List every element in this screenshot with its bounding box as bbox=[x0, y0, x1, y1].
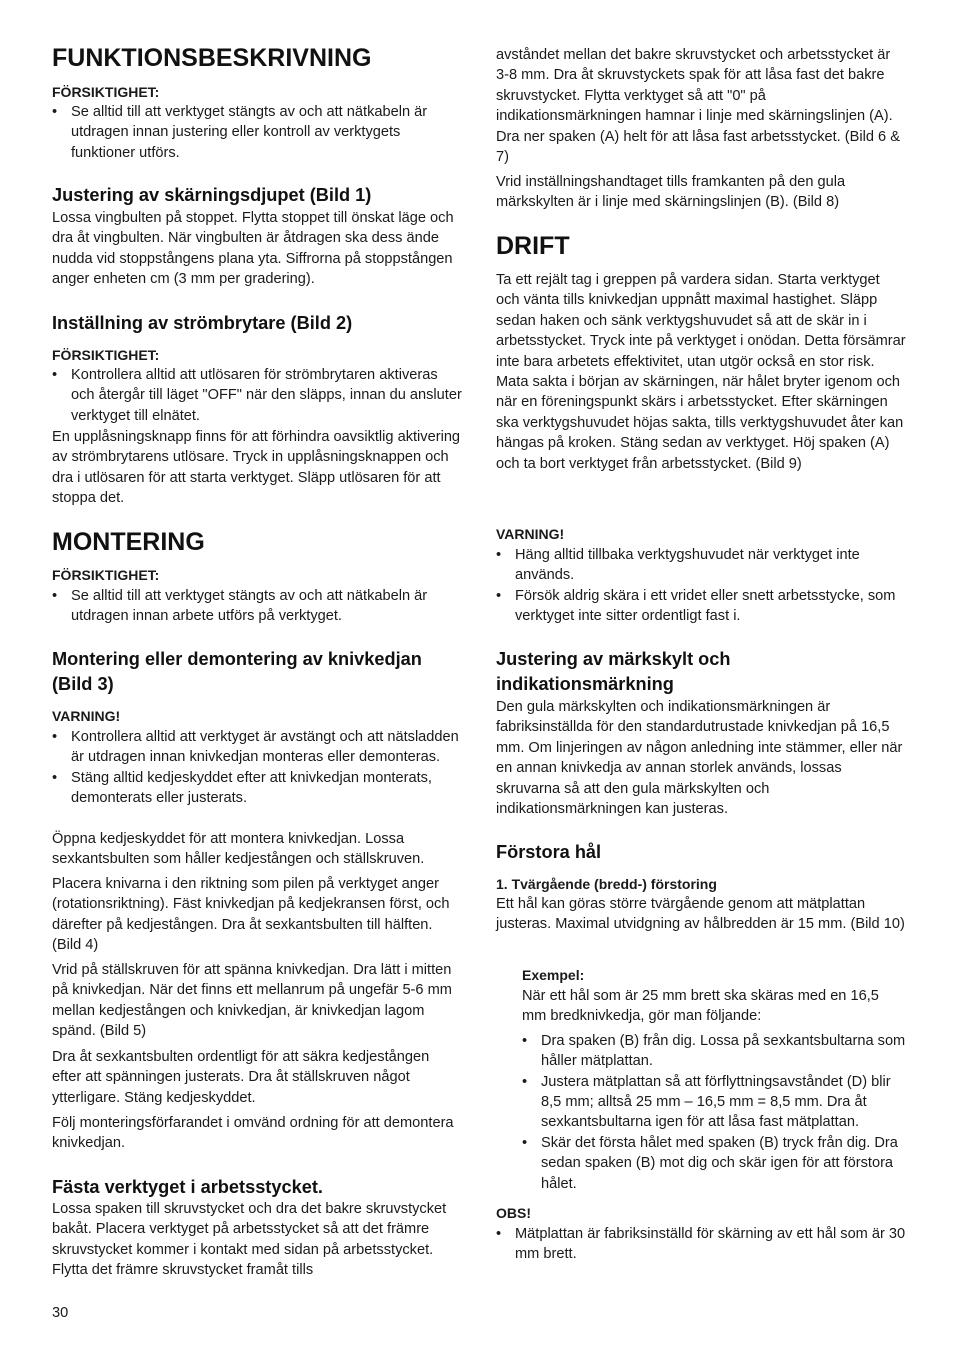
obs-label: OBS! bbox=[496, 1205, 531, 1221]
section-heading-funktionsbeskrivning: FUNKTIONSBESKRIVNING bbox=[52, 44, 372, 72]
caution-list bbox=[52, 102, 462, 163]
subheading-marker: Justering av märkskylt och indikationsmärkning bbox=[496, 649, 731, 694]
obs-list bbox=[496, 1224, 906, 1265]
subheading-fasten: Fästa verktyget i arbetsstycket. bbox=[52, 1177, 323, 1197]
warning-label: VARNING! bbox=[52, 708, 121, 724]
caution-label: FÖRSIKTIGHET: bbox=[52, 567, 160, 583]
warning-list bbox=[52, 727, 462, 809]
list-item: • Justera mätplattan så att förflyttningsavståndet (D) blir 8,5 mm; alltså 25 mm – 16,5 mm = 8,5 mm. Dra åt sexkantsbultarna igen för att låsa fast mätplattan. bbox=[522, 1072, 906, 1133]
subheading-depth: Justering av skärningsdjupet (Bild 1) bbox=[52, 185, 372, 205]
fasten-text: Lossa spaken till skruvstycket och dra det bakre skruvstycket bakåt. Placera verktyget på arbetsstycket så att det främre skruvstycket kommer i kontakt med sidan på arbetsstycket. Flytta det främre skruvstycket framåt tills bbox=[52, 1201, 447, 1279]
caution-list bbox=[52, 365, 462, 426]
caution-list bbox=[52, 586, 462, 627]
section-heading-drift: DRIFT bbox=[496, 232, 570, 260]
depth-text: Lossa vingbulten på stoppet. Flytta stoppet till önskat läge och dra åt vingbulten. När vingbulten är åtdragen ska dess ände nudda vid stoppstångens plana yta. Siffrorna på stoppstången anger enheten cm (3 mm per gradering). bbox=[52, 210, 454, 288]
chain-paragraph-4: Dra åt sexkantsbulten ordentligt för att säkra kedjestången efter att spänningen justerats. Dra åt ställskruven något ytterligare. Stäng kedjeskyddet. bbox=[52, 1049, 430, 1106]
list-item: • Dra spaken (B) från dig. Lossa på sexkantsbultarna som håller mätplattan. bbox=[522, 1031, 906, 1072]
chain-paragraph-1: Öppna kedjeskyddet för att montera knivkedjan. Lossa sexkantsbulten som håller kedjestången och ställskruven. bbox=[52, 831, 425, 868]
list-item: • Kontrollera alltid att utlösaren för strömbrytaren aktiveras och återgår till läget "OFF" när den släpps, innan du ansluter verktyget till elnätet. bbox=[52, 365, 462, 426]
chain-paragraph-3: Vrid på ställskruven för att spänna knivkedjan. Dra lätt i mitten på knivkedjan. När det finns ett mellanrum på ungefär 5-6 mm mellan kedjestången och knivkedjan, är knivkedjan lagom spänd. (Bild 5) bbox=[52, 962, 452, 1040]
marker-text: Den gula märkskylten och indikationsmärkningen är fabriksinställda för den standardutrustade knivkedjan på 16,5 mm. Om linjeringen av någon anledning inte stämmer, eller när en annan knivkedja av annan storlek används, lossas skruvarna så att den gula märkskylten och indikationsmärkningen kan justeras. bbox=[496, 699, 903, 818]
chain-paragraph-2: Placera knivarna i den riktning som pilen på verktyget anger (rotationsriktning). Fäst knivkedjan på kedjekransen först, och därefter på kedjestången. Dra åt sexkantsbulten till hälften. (Bild 4) bbox=[52, 876, 450, 954]
fasten-paragraph-2: Vrid inställningshandtaget tills framkanten på den gula märkskylten är i linje med skärningslinjen (B). (Bild 8) bbox=[496, 174, 846, 211]
chain-paragraph-5: Följ monteringsförfarandet i omvänd ordning för att demontera knivkedjan. bbox=[52, 1115, 454, 1152]
list-item: • Stäng alltid kedjeskyddet efter att knivkedjan monterats, demonterats eller justerats. bbox=[52, 768, 462, 809]
list-item: • Häng alltid tillbaka verktygshuvudet när verktyget inte används. bbox=[496, 545, 906, 586]
caution-label: FÖRSIKTIGHET: bbox=[52, 347, 160, 363]
switch-text: En upplåsningsknapp finns för att förhindra oavsiktlig aktivering av strömbrytarens utlösare. Tryck in upplåsningsknappen och dra i utlösaren för att starta verktyget. Släpp utlösaren för att stoppa det. bbox=[52, 429, 461, 507]
enlarge-text: Ett hål kan göras större tvärgående genom att mätplattan justeras. Maximal utvidgning av hålbredden är 15 mm. (Bild 10) bbox=[496, 896, 905, 933]
list-item: • Skär det första hålet med spaken (B) tryck från dig. Dra sedan spaken (B) mot dig och skär igen för att förstora hålet. bbox=[522, 1133, 906, 1194]
subheading-switch: Inställning av strömbrytare (Bild 2) bbox=[52, 313, 353, 333]
list-item: • Försök aldrig skära i ett vridet eller snett arbetsstycke, som verktyget inte sitter ordentligt fast i. bbox=[496, 586, 906, 627]
page-number: 30 bbox=[52, 1305, 69, 1321]
example-block bbox=[522, 965, 906, 1194]
example-list bbox=[522, 1031, 906, 1194]
list-item: • Se alltid till att verktyget stängts av och att nätkabeln är utdragen innan justering eller kontroll av verktygets funktioner utförs. bbox=[52, 102, 462, 163]
subheading-chain: Montering eller demontering av knivkedjan (Bild 3) bbox=[52, 649, 422, 694]
warning-list bbox=[496, 545, 906, 627]
section-heading-montering: MONTERING bbox=[52, 528, 205, 556]
subheading-enlarge: Förstora hål bbox=[496, 842, 602, 862]
caution-label: FÖRSIKTIGHET: bbox=[52, 84, 160, 100]
example-label: Exempel: bbox=[522, 967, 585, 983]
list-item: • Mätplattan är fabriksinställd för skärning av ett hål som är 30 mm brett. bbox=[496, 1224, 906, 1265]
warning-label: VARNING! bbox=[496, 526, 565, 542]
fasten-text-continued: avståndet mellan det bakre skruvstycket och arbetsstycket är 3-8 mm. Dra åt skruvstyckets spak för att låsa fast det bakre skruvstycket. Flytta verktyget så att "0" på indikationsmärkningen hamnar i linje med skärningslinjen (A). Dra ner spaken (A) helt för att låsa fast arbetsstycket. (Bild 6 & 7) bbox=[496, 47, 900, 166]
list-item: • Se alltid till att verktyget stängts av och att nätkabeln är utdragen innan arbete utförs på verktyget. bbox=[52, 586, 462, 627]
list-item: • Kontrollera alltid att verktyget är avstängt och att nätsladden är utdragen innan knivkedjan monteras eller demonteras. bbox=[52, 727, 462, 768]
example-text: När ett hål som är 25 mm brett ska skäras med en 16,5 mm bredknivkedja, gör man följande: bbox=[522, 988, 879, 1025]
drift-text: Ta ett rejält tag i greppen på vardera sidan. Starta verktyget och vänta tills knivkedjan uppnått maximal hastighet. Släpp sedan haken och sänk verktygshuvudet så att de skär in i arbetsstycket. Tryck inte på verktyget i onödan. Detta försämrar inte bara arbetets effektivitet, utan utgör också en stor risk. Mata sakta i början av skärningen, när hålet bryter igenom och när en föreningspunkt skärs i arbetsstycket. Efter skärningen ska verktygshuvudet höjas sakta, tills verktygshuvudet åter kan hängas på kroken. Stäng sedan av verktyget. Höj spaken (A) och ta bort verktyget från arbetsstycket. (Bild 9) bbox=[496, 272, 906, 472]
enlarge-subheading: 1. Tvärgående (bredd-) förstoring bbox=[496, 876, 717, 892]
